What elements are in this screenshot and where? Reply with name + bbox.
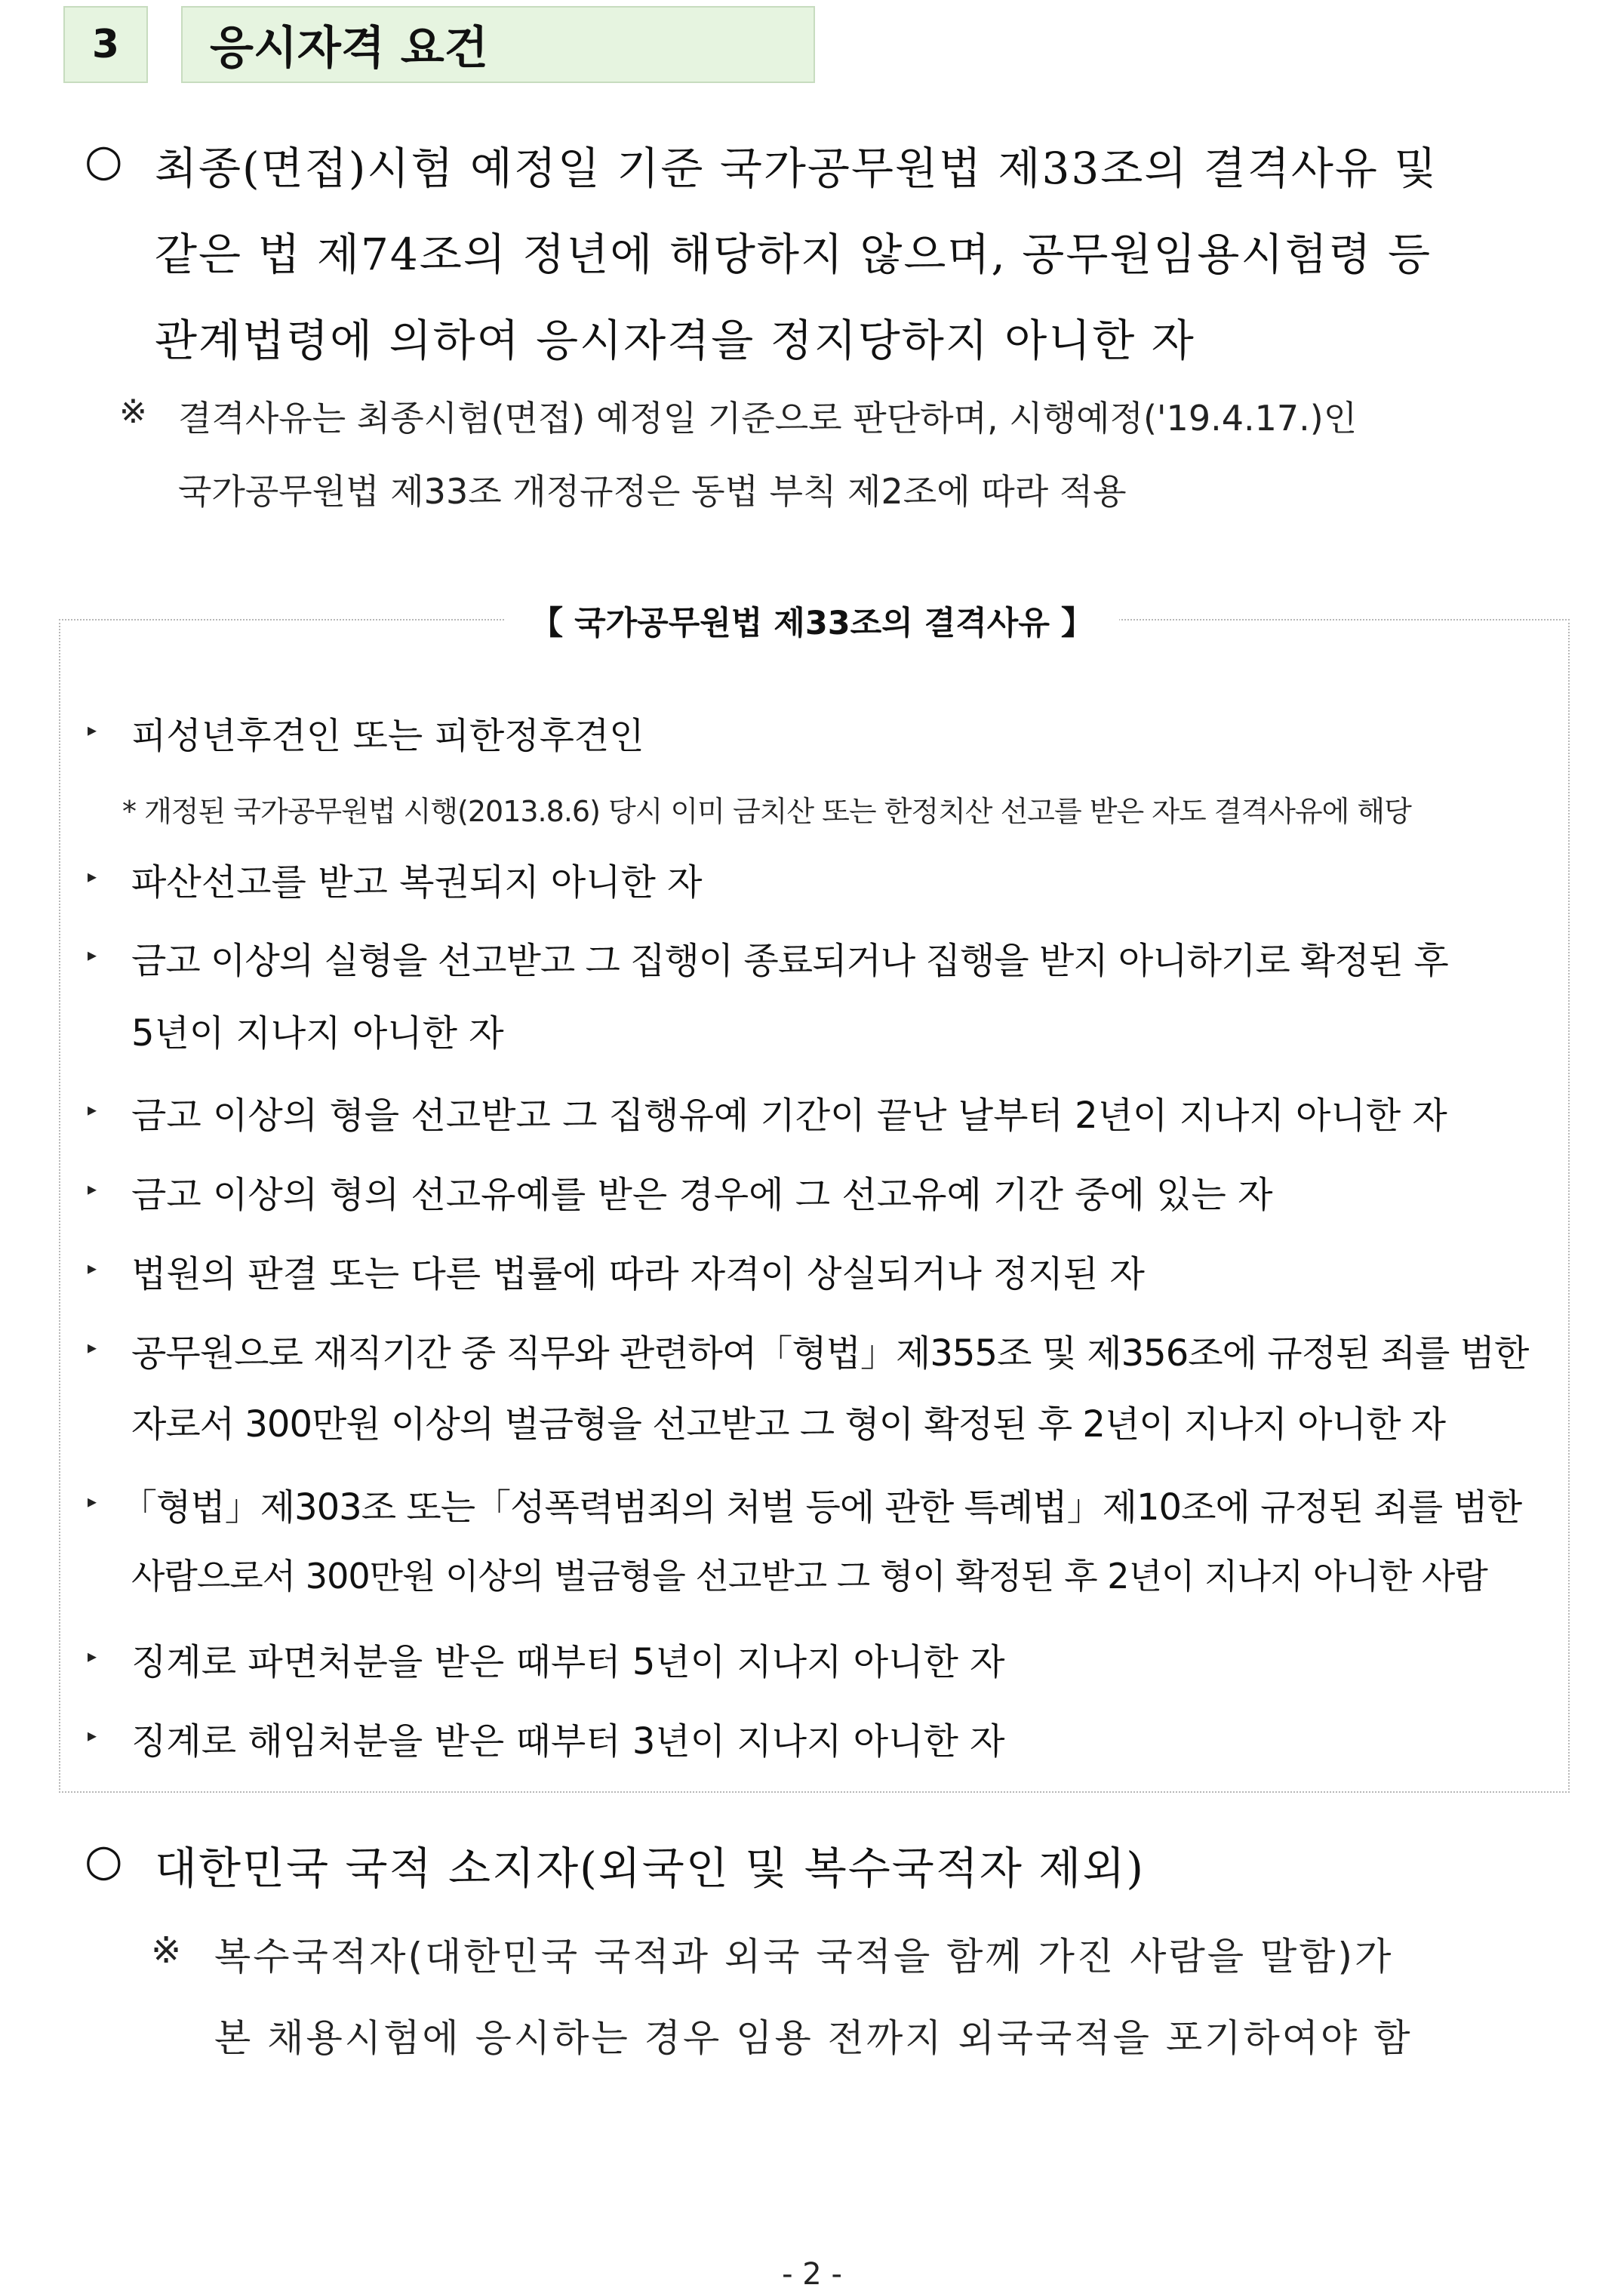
- box-title: 【 국가공무원법 제33조의 결격사유 】: [0, 598, 1624, 644]
- list-item: 금고 이상의 형의 선고유예를 받은 경우에 그 선고유예 기간 중에 있는 자: [131, 1174, 1273, 1216]
- note-line: 복수국적자(대한민국 국적과 외국 국적을 함께 가진 사람을 말함)가: [214, 1935, 1394, 1978]
- list-item: 「형법」제303조 또는「성폭력범죄의 처벌 등에 관한 특례법」제10조에 규정된 죄를 범한: [121, 1486, 1522, 1529]
- triangle-bullet-icon: ▸: [88, 1725, 97, 1746]
- triangle-bullet-icon: ▸: [88, 944, 97, 965]
- triangle-bullet-icon: ▸: [88, 719, 97, 741]
- list-item: 파산선고를 받고 복권되지 아니한 자: [131, 861, 703, 904]
- note-line: 국가공무원법 제33조 개정규정은 동법 부칙 제2조에 따라 적용: [178, 471, 1127, 512]
- list-item: 금고 이상의 형을 선고받고 그 집행유예 기간이 끝난 날부터 2년이 지나지 아니한 자: [131, 1095, 1447, 1137]
- triangle-bullet-icon: ▸: [88, 1491, 97, 1512]
- triangle-bullet-icon: ▸: [88, 1178, 97, 1199]
- circle-bullet: ○: [85, 1834, 123, 1886]
- list-item-continuation: 자로서 300만원 이상의 벌금형을 선고받고 그 형이 확정된 후 2년이 지나지 아니한 자: [131, 1403, 1446, 1446]
- list-item: 징계로 파면처분을 받은 때부터 5년이 지나지 아니한 자: [131, 1641, 1005, 1683]
- note-mark-icon: ※: [119, 393, 147, 431]
- triangle-bullet-icon: ▸: [88, 866, 97, 887]
- list-item: 공무원으로 재직기간 중 직무와 관련하여「형법」제355조 및 제356조에 규정된 죄를 범한: [131, 1332, 1529, 1375]
- triangle-bullet-icon: ▸: [88, 1337, 97, 1358]
- list-item-subnote: * 개정된 국가공무원법 시행(2013.8.6) 당시 이미 금치산 또는 한정치산 선고를 받은 자도 결격사유에 해당: [122, 795, 1411, 828]
- paragraph-line: 최종(면접)시험 예정일 기준 국가공무원법 제33조의 결격사유 및: [155, 143, 1438, 194]
- list-item: 법원의 판결 또는 다른 법률에 따라 자격이 상실되거나 정지된 자: [131, 1253, 1145, 1295]
- paragraph-line: 대한민국 국적 소지자(외국인 및 복수국적자 제외): [155, 1843, 1146, 1894]
- section-number: 3: [63, 6, 148, 83]
- note-line: 본 채용시험에 응시하는 경우 임용 전까지 외국국적을 포기하여야 함: [214, 2016, 1413, 2060]
- list-item: 징계로 해임처분을 받은 때부터 3년이 지나지 아니한 자: [131, 1720, 1005, 1763]
- note-line: 결격사유는 최종시험(면접) 예정일 기준으로 판단하며, 시행예정('19.4.17.)인: [178, 398, 1358, 439]
- list-item: 피성년후견인 또는 피한정후견인: [131, 715, 644, 757]
- paragraph-line: 같은 법 제74조의 정년에 해당하지 않으며, 공무원임용시험령 등: [155, 229, 1432, 280]
- triangle-bullet-icon: ▸: [88, 1646, 97, 1667]
- triangle-bullet-icon: ▸: [88, 1099, 97, 1120]
- page-number: - 2 -: [782, 2257, 842, 2292]
- note-mark-icon: ※: [151, 1929, 182, 1972]
- list-item-continuation: 5년이 지나지 아니한 자: [131, 1012, 504, 1055]
- triangle-bullet-icon: ▸: [88, 1258, 97, 1279]
- paragraph-line: 관계법령에 의하여 응시자격을 정지당하지 아니한 자: [155, 315, 1195, 366]
- circle-bullet: ○: [85, 134, 123, 186]
- list-item-continuation: 사람으로서 300만원 이상의 벌금형을 선고받고 그 형이 확정된 후 2년이 지나지 아니한 사람: [131, 1556, 1487, 1597]
- section-title: 응시자격 요건: [181, 6, 815, 83]
- list-item: 금고 이상의 실형을 선고받고 그 집행이 종료되거나 집행을 받지 아니하기로 확정된 후: [131, 940, 1448, 982]
